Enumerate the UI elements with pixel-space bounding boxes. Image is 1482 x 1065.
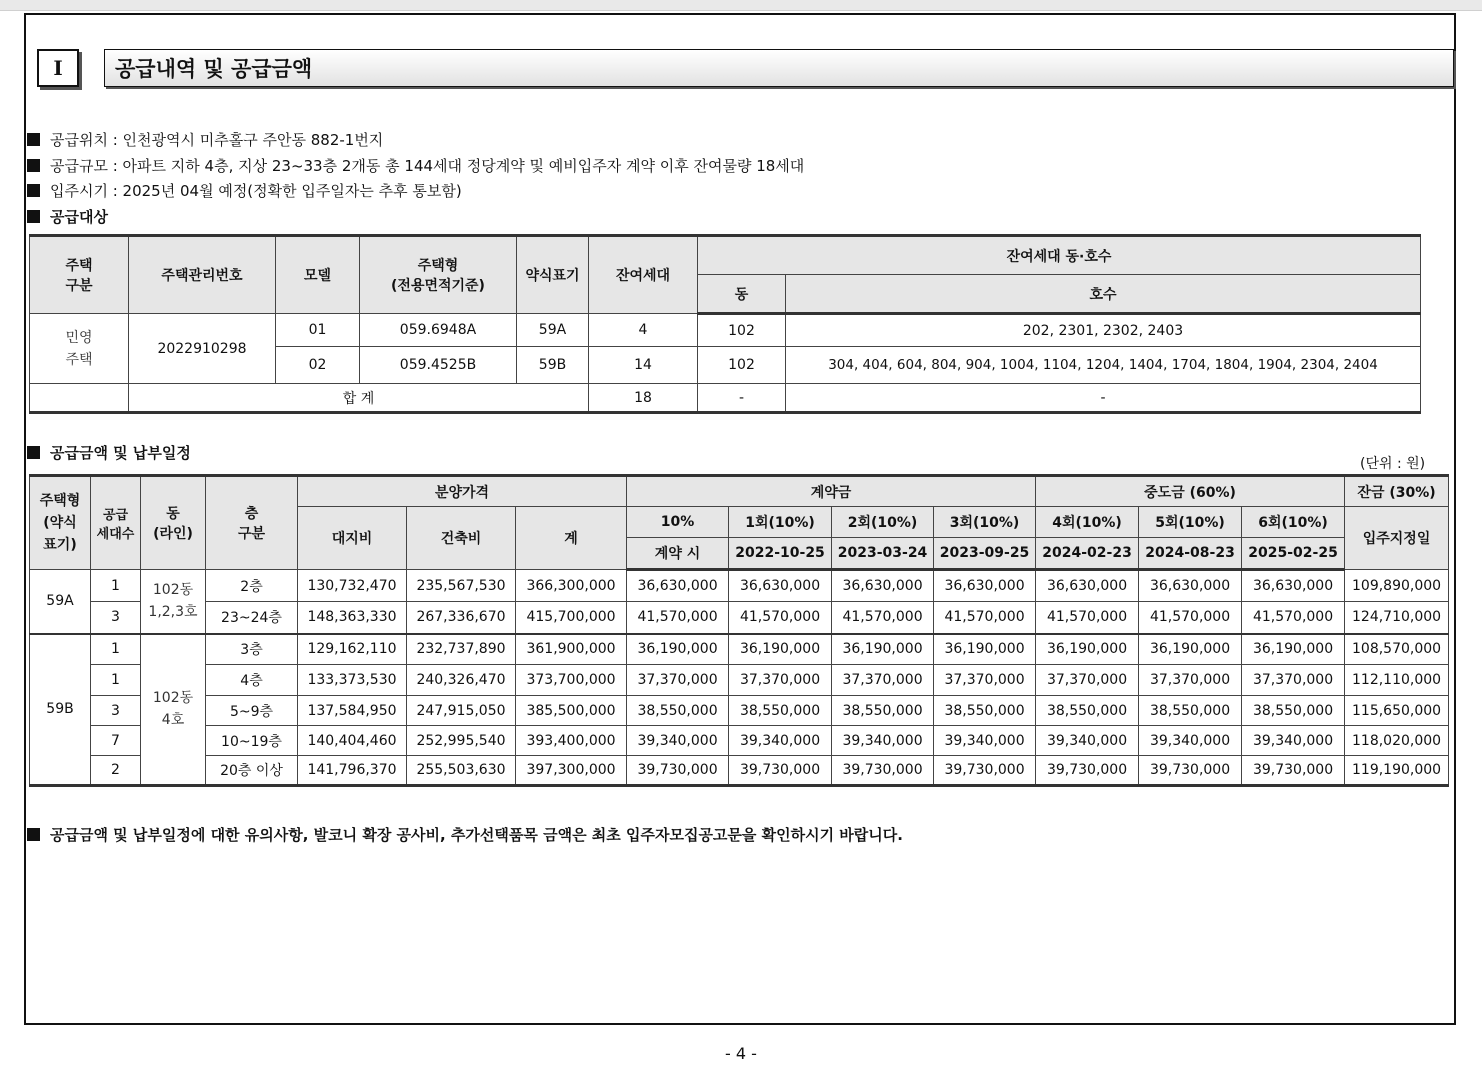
info-location: 공급위치 : 인천광역시 미추홀구 주안동 882-1번지 bbox=[27, 129, 383, 150]
table-cell: 36,190,000 bbox=[729, 634, 832, 665]
table-cell: 148,363,330 bbox=[298, 602, 407, 634]
table-cell: 140,404,460 bbox=[298, 726, 407, 756]
header-date-6: 2025-02-25 bbox=[1242, 538, 1345, 570]
table-row bbox=[30, 602, 1449, 634]
table-cell: 137,584,950 bbox=[298, 696, 407, 726]
table-cell: 39,730,000 bbox=[934, 756, 1036, 786]
cell-type: 59A bbox=[30, 570, 91, 634]
bullet-square-icon bbox=[27, 159, 40, 172]
table-cell: 37,370,000 bbox=[1139, 665, 1242, 696]
table-cell: 38,550,000 bbox=[1242, 696, 1345, 726]
table-cell: 385,500,000 bbox=[516, 696, 627, 726]
header-house-type: 주택형 (전용면적기준) bbox=[360, 236, 517, 314]
header-contract: 계약금 bbox=[627, 476, 1036, 507]
table-cell: 39,730,000 bbox=[729, 756, 832, 786]
table-cell: 37,370,000 bbox=[1242, 665, 1345, 696]
header-balance: 잔금 (30%) bbox=[1345, 476, 1449, 507]
table-cell: 39,340,000 bbox=[1242, 726, 1345, 756]
table-cell: 38,550,000 bbox=[934, 696, 1036, 726]
table-cell: 36,190,000 bbox=[1036, 634, 1139, 665]
table-cell: 39,730,000 bbox=[832, 756, 934, 786]
header-house-type: 주택형 (약식 표기) bbox=[30, 476, 91, 570]
table-cell: 36,190,000 bbox=[832, 634, 934, 665]
cell-house-category: 민영 주택 bbox=[30, 314, 129, 384]
table-cell: 235,567,530 bbox=[407, 570, 516, 602]
table-cell: 20층 이상 bbox=[206, 756, 298, 786]
table-cell: 397,300,000 bbox=[516, 756, 627, 786]
table-cell: 37,370,000 bbox=[729, 665, 832, 696]
table-cell: 1 bbox=[91, 634, 141, 665]
table-cell: 41,570,000 bbox=[1139, 602, 1242, 634]
header-move-in-date: 입주지정일 bbox=[1345, 507, 1449, 570]
table-cell: 118,020,000 bbox=[1345, 726, 1449, 756]
table-cell: 39,730,000 bbox=[1036, 756, 1139, 786]
unit-label: (단위 : 원) bbox=[1360, 456, 1426, 472]
table-cell: 37,370,000 bbox=[1036, 665, 1139, 696]
table-cell: 41,570,000 bbox=[627, 602, 729, 634]
table-cell: 36,630,000 bbox=[627, 570, 729, 602]
table-cell: 267,336,670 bbox=[407, 602, 516, 634]
table-cell: 39,340,000 bbox=[729, 726, 832, 756]
header-contract-when: 계약 시 bbox=[627, 538, 729, 570]
header-date-3: 2023-09-25 bbox=[934, 538, 1036, 570]
table-cell: 41,570,000 bbox=[832, 602, 934, 634]
table-cell: 240,326,470 bbox=[407, 665, 516, 696]
bullet-square-icon bbox=[27, 184, 40, 197]
table-cell: 39,730,000 bbox=[1139, 756, 1242, 786]
table-row bbox=[30, 756, 1449, 786]
table-cell: 36,190,000 bbox=[627, 634, 729, 665]
table-cell: 41,570,000 bbox=[1242, 602, 1345, 634]
cell-dong: 102 bbox=[698, 314, 786, 347]
header-supply-count: 공급 세대수 bbox=[91, 476, 141, 570]
table-cell: 36,190,000 bbox=[1242, 634, 1345, 665]
cell-short: 59B bbox=[517, 347, 589, 384]
table-cell: 115,650,000 bbox=[1345, 696, 1449, 726]
table-cell: 130,732,470 bbox=[298, 570, 407, 602]
cell-mgmt-number: 2022910298 bbox=[129, 314, 276, 384]
header-date-5: 2024-08-23 bbox=[1139, 538, 1242, 570]
table-row bbox=[30, 696, 1449, 726]
table-cell: 39,340,000 bbox=[1139, 726, 1242, 756]
table-cell: 2층 bbox=[206, 570, 298, 602]
table-cell: 2 bbox=[91, 756, 141, 786]
table-cell: 7 bbox=[91, 726, 141, 756]
table-cell: 252,995,540 bbox=[407, 726, 516, 756]
header-date-1: 2022-10-25 bbox=[729, 538, 832, 570]
table-cell: 112,110,000 bbox=[1345, 665, 1449, 696]
bullet-square-icon bbox=[27, 828, 40, 841]
table-cell: 133,373,530 bbox=[298, 665, 407, 696]
table-cell: 36,190,000 bbox=[1139, 634, 1242, 665]
table-cell: 129,162,110 bbox=[298, 634, 407, 665]
table-row bbox=[30, 665, 1449, 696]
table-cell: 36,630,000 bbox=[1242, 570, 1345, 602]
table-cell: 39,340,000 bbox=[1036, 726, 1139, 756]
price-heading: 공급금액 및 납부일정 bbox=[27, 442, 191, 463]
table-cell: 119,190,000 bbox=[1345, 756, 1449, 786]
table-cell: 366,300,000 bbox=[516, 570, 627, 602]
total-ho: - bbox=[786, 384, 1421, 413]
cell-remaining: 4 bbox=[589, 314, 698, 347]
table-cell: 39,340,000 bbox=[627, 726, 729, 756]
table-cell: 373,700,000 bbox=[516, 665, 627, 696]
price-schedule-table bbox=[29, 474, 1449, 787]
table-cell: 41,570,000 bbox=[934, 602, 1036, 634]
header-middle-payment: 중도금 (60%) bbox=[1036, 476, 1345, 507]
cell-model: 02 bbox=[276, 347, 360, 384]
cell-blank bbox=[30, 384, 129, 413]
supply-target-table bbox=[29, 234, 1421, 414]
table-cell: 41,570,000 bbox=[1036, 602, 1139, 634]
table-cell: 36,630,000 bbox=[1139, 570, 1242, 602]
info-scale: 공급규모 : 아파트 지하 4층, 지상 23~33층 2개동 총 144세대 정당계약 및 예비입주자 계약 이후 잔여물량 18세대 bbox=[27, 155, 804, 176]
table-cell: 36,630,000 bbox=[729, 570, 832, 602]
header-ho: 호수 bbox=[786, 275, 1421, 314]
table-cell: 109,890,000 bbox=[1345, 570, 1449, 602]
table-cell: 255,503,630 bbox=[407, 756, 516, 786]
table-cell: 3 bbox=[91, 602, 141, 634]
table-cell: 39,730,000 bbox=[1242, 756, 1345, 786]
header-mgmt-no: 주택관리번호 bbox=[129, 236, 276, 314]
header-short-notation: 약식표기 bbox=[517, 236, 589, 314]
table-cell: 10~19층 bbox=[206, 726, 298, 756]
table-cell: 4층 bbox=[206, 665, 298, 696]
cell-remaining: 14 bbox=[589, 347, 698, 384]
supply-target-heading: 공급대상 bbox=[27, 206, 108, 227]
header-contract-pct: 10% bbox=[627, 507, 729, 538]
bullet-square-icon bbox=[27, 446, 40, 459]
header-remaining-units: 잔여세대 동·호수 bbox=[698, 236, 1421, 275]
header-model: 모델 bbox=[276, 236, 360, 314]
table-cell: 247,915,050 bbox=[407, 696, 516, 726]
header-installment-3: 3회(10%) bbox=[934, 507, 1036, 538]
header-installment-5: 5회(10%) bbox=[1139, 507, 1242, 538]
header-house-category: 주택 구분 bbox=[30, 236, 129, 314]
cell-type: 59B bbox=[30, 634, 91, 786]
table-cell: 39,730,000 bbox=[627, 756, 729, 786]
table-row bbox=[30, 570, 1449, 602]
page-number: - 4 - bbox=[725, 1044, 757, 1063]
header-dong: 동 bbox=[698, 275, 786, 314]
cell-ho: 304, 404, 604, 804, 904, 1004, 1104, 1204, 1404, 1704, 1804, 1904, 2304, 2404 bbox=[786, 347, 1421, 384]
cell-dong: 102 bbox=[698, 347, 786, 384]
table-cell: 1 bbox=[91, 570, 141, 602]
total-label: 합 계 bbox=[129, 384, 589, 413]
table-cell: 36,630,000 bbox=[1036, 570, 1139, 602]
table-cell: 36,190,000 bbox=[934, 634, 1036, 665]
table-cell: 39,340,000 bbox=[934, 726, 1036, 756]
table-cell: 37,370,000 bbox=[832, 665, 934, 696]
table-cell: 41,570,000 bbox=[729, 602, 832, 634]
table-cell: 108,570,000 bbox=[1345, 634, 1449, 665]
table-row bbox=[30, 726, 1449, 756]
table-cell: 141,796,370 bbox=[298, 756, 407, 786]
table-cell: 3층 bbox=[206, 634, 298, 665]
top-scroll-edge bbox=[0, 0, 1482, 11]
header-date-2: 2023-03-24 bbox=[832, 538, 934, 570]
cell-dong-line: 102동 1,2,3호 bbox=[141, 570, 206, 634]
header-installment-2: 2회(10%) bbox=[832, 507, 934, 538]
table-cell: 37,370,000 bbox=[627, 665, 729, 696]
table-cell: 1 bbox=[91, 665, 141, 696]
cell-model: 01 bbox=[276, 314, 360, 347]
table-cell: 38,550,000 bbox=[832, 696, 934, 726]
header-building: 건축비 bbox=[407, 507, 516, 570]
table-cell: 5~9층 bbox=[206, 696, 298, 726]
table-cell: 415,700,000 bbox=[516, 602, 627, 634]
table-cell: 37,370,000 bbox=[934, 665, 1036, 696]
header-installment-1: 1회(10%) bbox=[729, 507, 832, 538]
table-cell: 361,900,000 bbox=[516, 634, 627, 665]
header-sum: 계 bbox=[516, 507, 627, 570]
header-sale-price: 분양가격 bbox=[298, 476, 627, 507]
table-cell: 38,550,000 bbox=[1036, 696, 1139, 726]
bullet-square-icon bbox=[27, 210, 40, 223]
header-dong-line: 동 (라인) bbox=[141, 476, 206, 570]
table-cell: 393,400,000 bbox=[516, 726, 627, 756]
cell-type: 059.4525B bbox=[360, 347, 517, 384]
cell-dong-line: 102동 4호 bbox=[141, 634, 206, 786]
table-cell: 36,630,000 bbox=[832, 570, 934, 602]
table-cell: 38,550,000 bbox=[1139, 696, 1242, 726]
cell-short: 59A bbox=[517, 314, 589, 347]
table-cell: 39,340,000 bbox=[832, 726, 934, 756]
table-row bbox=[30, 634, 1449, 665]
header-land: 대지비 bbox=[298, 507, 407, 570]
header-installment-6: 6회(10%) bbox=[1242, 507, 1345, 538]
table-cell: 38,550,000 bbox=[627, 696, 729, 726]
bullet-square-icon bbox=[27, 133, 40, 146]
section-number: I bbox=[37, 49, 79, 87]
section-title: 공급내역 및 공급금액 bbox=[104, 49, 1454, 87]
header-date-4: 2024-02-23 bbox=[1036, 538, 1139, 570]
notice: 공급금액 및 납부일정에 대한 유의사항, 발코니 확장 공사비, 추가선택품목 금액은 최초 입주자모집공고문을 확인하시기 바랍니다. bbox=[27, 824, 903, 845]
table-cell: 232,737,890 bbox=[407, 634, 516, 665]
cell-type: 059.6948A bbox=[360, 314, 517, 347]
header-installment-4: 4회(10%) bbox=[1036, 507, 1139, 538]
header-floor: 층 구분 bbox=[206, 476, 298, 570]
info-move-in: 입주시기 : 2025년 04월 예정(정확한 입주일자는 추후 통보함) bbox=[27, 180, 462, 201]
table-cell: 124,710,000 bbox=[1345, 602, 1449, 634]
cell-ho: 202, 2301, 2302, 2403 bbox=[786, 314, 1421, 347]
table-cell: 38,550,000 bbox=[729, 696, 832, 726]
total-dong: - bbox=[698, 384, 786, 413]
table-cell: 3 bbox=[91, 696, 141, 726]
total-remaining: 18 bbox=[589, 384, 698, 413]
table-cell: 23~24층 bbox=[206, 602, 298, 634]
table-cell: 36,630,000 bbox=[934, 570, 1036, 602]
header-remaining: 잔여세대 bbox=[589, 236, 698, 314]
